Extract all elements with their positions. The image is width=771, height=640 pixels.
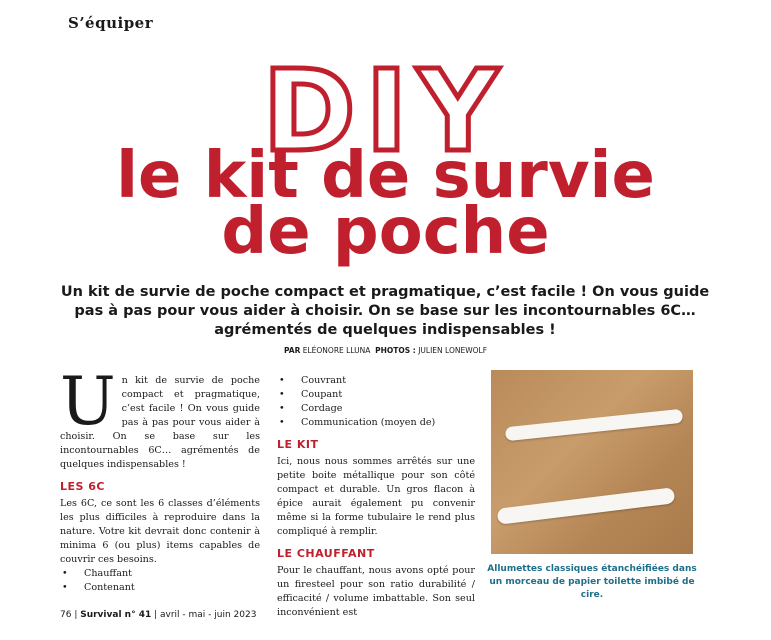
subheading-kit: LE KIT	[277, 438, 319, 451]
credits-photographer: JULIEN LONEWOLF	[418, 346, 488, 355]
paragraph-kit: Ici, nous nous sommes arrêtés sur une petite boite métallique pour son côté compact et durable. Un gros flacon à épice aurait également pu convenir même si la forme tubulaire le rend plus compliqué à remplir.	[277, 456, 475, 537]
section-label: S’équiper	[68, 14, 154, 32]
list-item: • Couvrant	[277, 374, 475, 388]
paragraph-chauffant: Pour le chauffant, nous avons opté pour un firesteel pour son ratio durabilité / efficacité / volume imbattable. Son seul inconvénient est	[277, 565, 475, 618]
drop-cap: U	[60, 363, 116, 440]
headline-line-2: de poche	[221, 195, 550, 269]
page-number: 76	[60, 610, 72, 620]
credits-par-label: PAR	[283, 346, 301, 355]
headline-line-1: le kit de survie	[116, 139, 655, 213]
page-footer: 76 | Survival n° 41 | avril - mai - juin 2023	[60, 610, 257, 620]
paragraph-6c: Les 6C, ce sont les 6 classes d’éléments les plus difficiles à reproduire dans la nature. Votre kit devrait donc contenir à minima 6 (ou plus) items capables de couvrir ces besoins.	[60, 498, 260, 565]
column-1	[60, 363, 260, 595]
photo-matches	[491, 370, 693, 554]
lede: Un kit de survie de poche compact et pragmatique, c’est facile ! On vous guide pas à pas pour vous aider à choisir. On se base sur les incontournables 6C… agrémentés de quelques indispensables !	[60, 284, 710, 338]
column-2	[277, 374, 475, 620]
wax-match-top	[505, 409, 683, 442]
list-6c-part1	[60, 567, 260, 595]
list-item: • Contenant	[60, 581, 260, 595]
issue-date: avril - mai - juin 2023	[160, 610, 257, 620]
intro-paragraph: n kit de survie de poche compact et pragmatique, c’est facile ! On vous guide pas à pas pour vous aider à choisir. On se base sur les incontournables 6C… agrémentés de quelques indispensables !	[60, 375, 260, 470]
subheading-6c: LES 6C	[60, 480, 106, 493]
list-item: • Chauffant	[60, 567, 260, 581]
headline	[0, 139, 771, 269]
wax-match-bottom	[497, 487, 676, 525]
credits-author: ELÉONORE LLUNA	[302, 346, 371, 355]
headline-diy: DIY	[262, 47, 509, 177]
subheading-chauffant: LE CHAUFFANT	[277, 547, 375, 560]
list-6c-part2	[277, 374, 475, 430]
list-item: • Coupant	[277, 388, 475, 402]
credits	[0, 346, 771, 355]
credits-photos-label: PHOTOS :	[375, 346, 416, 355]
list-item: • Cordage	[277, 402, 475, 416]
magazine-name: Survival n° 41	[80, 610, 152, 620]
photo-caption: Allumettes classiques étanchéifiées dans un morceau de papier toilette imbibé de cire.	[487, 564, 697, 600]
list-item: • Communication (moyen de)	[277, 416, 475, 430]
